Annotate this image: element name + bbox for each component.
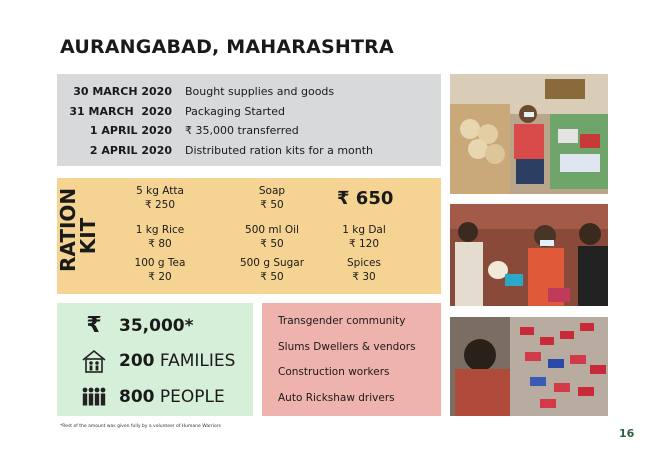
ration-item-name: Soap xyxy=(258,185,286,197)
ration-item-name: 1 kg Dal xyxy=(342,224,386,236)
page-title: AURANGABAD, MAHARASHTRA xyxy=(60,36,394,58)
ration-item-price: ₹ 20 xyxy=(148,271,172,283)
ration-item xyxy=(237,184,307,212)
timeline-text: ₹ 35,000 transferred xyxy=(185,124,299,138)
ration-item-name: Spices xyxy=(347,257,381,269)
stats-box xyxy=(57,303,253,416)
house-family-icon xyxy=(77,348,111,374)
ration-item xyxy=(329,256,399,284)
ration-item-price: ₹ 120 xyxy=(348,238,380,250)
ration-item-name: 5 kg Atta xyxy=(136,185,184,197)
ration-item-price: ₹ 50 xyxy=(260,238,284,250)
timeline-text: Packaging Started xyxy=(185,104,285,118)
ration-item-name: 500 g Sugar xyxy=(239,257,305,269)
stat-people xyxy=(57,386,225,408)
ration-item-price: ₹ 250 xyxy=(144,199,176,211)
timeline-date: 2 APRIL 2020 xyxy=(89,143,172,157)
photo-supplies xyxy=(450,74,608,194)
ration-item-name: 500 ml Oil xyxy=(245,224,299,236)
stat-people-word: PEOPLE xyxy=(159,387,225,407)
people-group-icon xyxy=(77,386,111,408)
stat-amount xyxy=(57,313,194,338)
timeline-text: Distributed ration kits for a month xyxy=(185,143,374,157)
photo-distribution xyxy=(450,204,608,306)
ration-item xyxy=(127,256,193,284)
ration-item xyxy=(127,223,193,251)
timeline-row xyxy=(57,121,441,141)
community-item: Slums Dwellers & vendors xyxy=(278,340,416,353)
page-number: 16 xyxy=(619,427,635,440)
timeline-date: 1 APRIL 2020 xyxy=(89,124,172,138)
rupee-icon: ₹ xyxy=(86,313,102,338)
timeline-box xyxy=(57,74,441,166)
ration-label-line2: KIT xyxy=(76,217,100,255)
ration-item xyxy=(127,184,193,212)
timeline-date: 31 MARCH 2020 xyxy=(69,104,172,118)
community-box xyxy=(262,303,441,416)
ration-item-price: ₹ 80 xyxy=(148,238,172,250)
stat-families-number: 200 xyxy=(119,351,155,371)
stat-families xyxy=(57,348,235,374)
timeline-row xyxy=(57,82,441,102)
ration-item-price: ₹ 50 xyxy=(260,271,284,283)
ration-item-name: 100 g Tea xyxy=(134,257,186,269)
ration-item-name: 1 kg Rice xyxy=(135,224,185,236)
ration-item xyxy=(237,223,307,251)
ration-item-price: ₹ 30 xyxy=(352,271,376,283)
ration-item xyxy=(234,256,310,284)
ration-total-price: ₹ 650 xyxy=(337,188,394,209)
community-item: Auto Rickshaw drivers xyxy=(278,391,395,404)
stat-people-number: 800 xyxy=(119,387,155,407)
ration-kit-box xyxy=(57,178,441,294)
timeline-text: Bought supplies and goods xyxy=(185,85,335,99)
timeline-date: 30 MARCH 2020 xyxy=(73,85,172,99)
stat-amount-value: 35,000* xyxy=(119,315,194,336)
ration-item-price: ₹ 50 xyxy=(260,199,284,211)
community-item: Construction workers xyxy=(278,366,390,378)
community-item: Transgender community xyxy=(278,315,406,327)
photo-ration-kits xyxy=(450,317,608,416)
timeline-row xyxy=(57,102,441,122)
timeline-row xyxy=(57,141,441,161)
ration-label-line1: RATION xyxy=(56,187,80,272)
footnote: *Rest of the amount was given fully by a volunteer of Humane Warriors xyxy=(60,424,221,429)
ration-kit-label xyxy=(56,187,100,272)
stat-families-word: FAMILIES xyxy=(159,351,236,371)
ration-item xyxy=(329,223,399,251)
